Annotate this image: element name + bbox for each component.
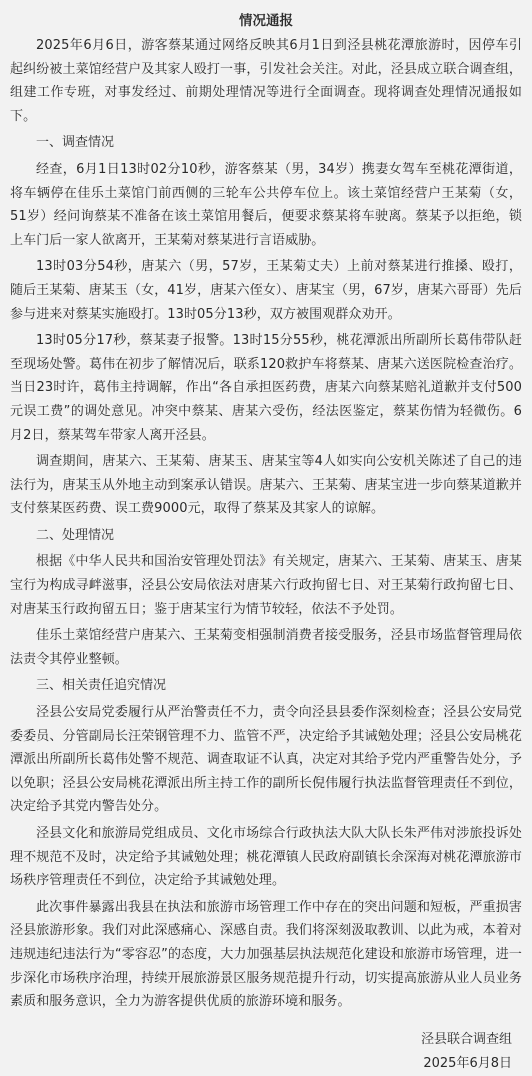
handling-paragraph: 佳乐土菜馆经营户唐某六、王某菊变相强制消费者接受服务，泾县市场监督管理局依法责令其停业整顿。: [10, 628, 522, 667]
section-heading-handling: 二、处理情况: [36, 527, 115, 543]
section-heading-investigation: 一、调查情况: [36, 135, 115, 151]
investigation-paragraph: 13时05分17秒，蔡某妻子报警。13时15分55秒，桃花潭派出所副所长葛伟带队赶至现场处警。葛伟在初步了解情况后，联系120救护车将蔡某、唐某六送医院检查治疗。当日23时许，葛伟主持调解，作出“各自承担医药费，唐某六向蔡某赔礼道歉并支付500元误工费”的调处意见。冲突中蔡某、唐某六受伤，经法医鉴定，蔡某伤情为轻微伤。6月2日，蔡某驾车带家人离开泾县。: [10, 333, 522, 443]
handling-paragraph: 根据《中华人民共和国治安管理处罚法》有关规定，唐某六、王某菊、唐某玉、唐某宝行为构成寻衅滋事，泾县公安局依法对唐某六行政拘留七日、对王某菊行政拘留七日、对唐某玉行政拘留五日；鉴于唐某宝行为情节较轻，依法不予处罚。: [10, 554, 522, 617]
document-title: 情况通报: [239, 13, 293, 29]
notice-document: [10, 0, 522, 1076]
intro-paragraph: 2025年6月6日，游客蔡某通过网络反映其6月1日到泾县桃花潭旅游时，因停车引起纠纷被土菜馆经营户及其家人殴打一事，引发社会关注。对此，泾县成立联合调查组，组建工作专班，对事发经过、前期处理情况等进行全面调查。现将调查处理情况通报如下。: [10, 38, 522, 124]
signature-block: [10, 1028, 522, 1076]
signature-org: 泾县联合调查组: [420, 1031, 512, 1047]
signature-date: 2025年6月8日: [423, 1055, 512, 1071]
accountability-paragraph: 此次事件暴露出我县在执法和旅游市场管理工作中存在的突出问题和短板，严重损害泾县旅游形象。我们对此深感痛心、深感自责。我们将深刻汲取教训、以此为戒，本着对违规违纪违法行为“零容忍”的态度，大力加强基层执法规范化建设和旅游市场管理，进一步深化市场秩序治理，持续开展旅游景区服务规范提升行动，切实提高旅游从业人员业务素质和服务意识，全力为游客提供优质的旅游环境和服务。: [10, 899, 522, 1010]
investigation-paragraph: 调查期间，唐某六、王某菊、唐某玉、唐某宝等4人如实向公安机关陈述了自己的违法行为，唐某玉从外地主动到案承认错误。唐某六、王某菊、唐某宝进一步向蔡某道歉并支付蔡某医药费、误工费9000元，取得了蔡某及其家人的谅解。: [10, 454, 522, 517]
investigation-paragraph: 13时03分54秒，唐某六（男，57岁，王某菊丈夫）上前对蔡某进行推搡、殴打，随后王某菊、唐某玉（女，41岁，唐某六侄女）、唐某宝（男，67岁，唐某六哥哥）先后参与进来对蔡某实施殴打。13时05分13秒，双方被围观群众劝开。: [10, 259, 522, 322]
accountability-paragraph: 泾县文化和旅游局党组成员、文化市场综合行政执法大队大队长朱严伟对涉旅投诉处理不规范不及时，决定给予其诫勉处理；桃花潭镇人民政府副镇长余深海对桃花潭旅游市场秩序管理责任不到位，决定给予其诫勉处理。: [10, 826, 522, 889]
accountability-paragraph: 泾县公安局党委履行从严治警责任不力，责令向泾县县委作深刻检查；泾县公安局党委委员、分管副局长汪荣钢管理不力、监管不严，决定给予其诫勉处理；泾县公安局桃花潭派出所副所长葛伟处警不规范、调查取证不认真，决定对其给予党内严重警告处分，予以免职；泾县公安局桃花潭派出所主持工作的副所长倪伟履行执法监督管理责任不到位，决定给予其党内警告处分。: [10, 705, 522, 815]
section-heading-accountability: 三、相关责任追究情况: [36, 678, 167, 694]
investigation-paragraph: 经查，6月1日13时02分10秒，游客蔡某（男，34岁）携妻女驾车至桃花潭街道，将车辆停在佳乐土菜馆门前西侧的三轮车公共停车位上。该土菜馆经营户王某菊（女，51岁）经问询蔡某不准备在该土菜馆用餐后，便要求蔡某将车驶离。蔡某予以拒绝，锁上车门后一家人欲离开，王某菊对蔡某进行言语威胁。: [10, 161, 522, 248]
